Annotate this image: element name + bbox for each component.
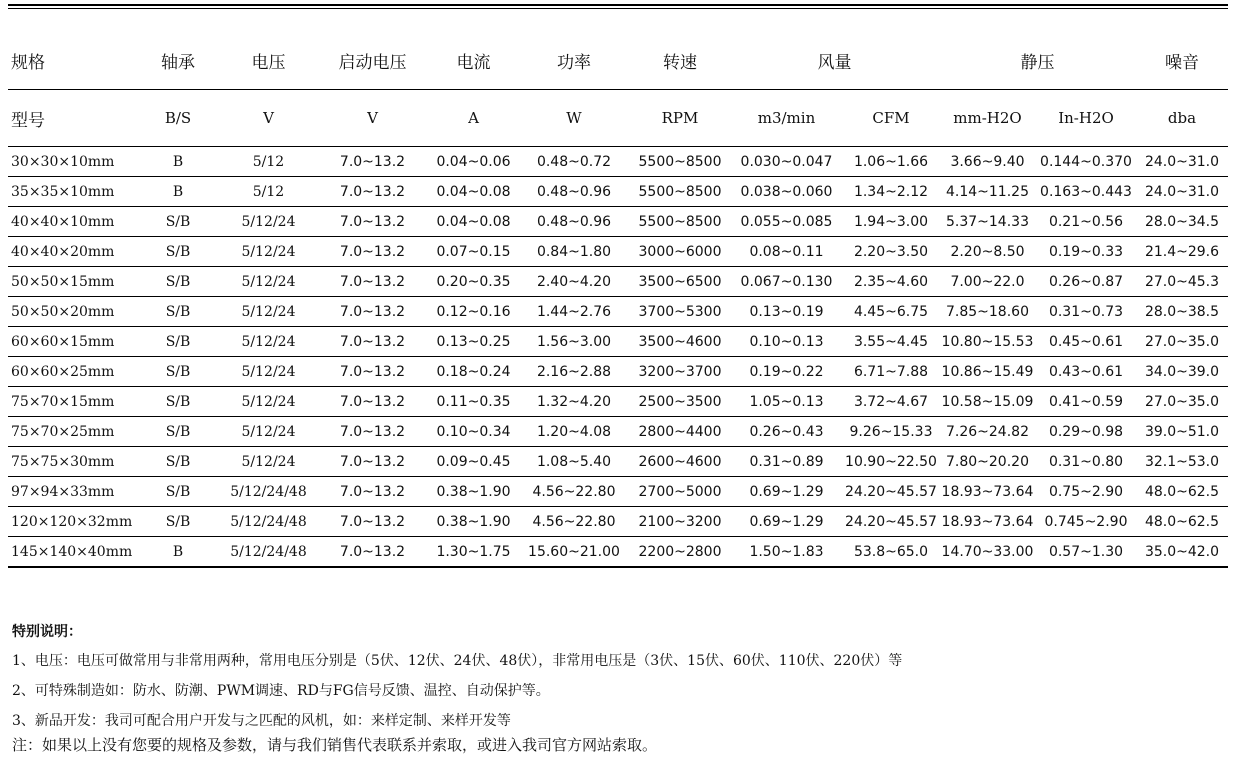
cell-noise: 24.0~31.0: [1136, 147, 1228, 177]
cell-speed: 2600~4600: [630, 447, 730, 477]
cell-start-voltage: 7.0~13.2: [316, 267, 429, 297]
cell-model: 97×94×33mm: [8, 477, 135, 507]
cell-pressure-mm: 14.70~33.00: [939, 537, 1036, 568]
cell-current: 0.18~0.24: [429, 357, 518, 387]
cell-voltage: 5/12/24: [221, 417, 316, 447]
table-row: [8, 237, 1228, 267]
cell-current: 0.11~0.35: [429, 387, 518, 417]
header-current: 电流: [429, 31, 518, 90]
cell-airflow-cfm: 53.8~65.0: [843, 537, 939, 568]
cell-airflow-cfm: 6.71~7.88: [843, 357, 939, 387]
cell-noise: 48.0~62.5: [1136, 507, 1228, 537]
cell-bearing: S/B: [135, 297, 221, 327]
cell-airflow-cfm: 3.55~4.45: [843, 327, 939, 357]
cell-speed: 5500~8500: [630, 207, 730, 237]
cell-power: 0.48~0.72: [518, 147, 630, 177]
unit-bearing: B/S: [135, 90, 221, 147]
cell-noise: 21.4~29.6: [1136, 237, 1228, 267]
cell-model: 60×60×15mm: [8, 327, 135, 357]
unit-pressure-in: In-H2O: [1036, 90, 1136, 147]
cell-current: 0.20~0.35: [429, 267, 518, 297]
cell-bearing: B: [135, 147, 221, 177]
cell-pressure-in: 0.31~0.73: [1036, 297, 1136, 327]
cell-speed: 3200~3700: [630, 357, 730, 387]
cell-noise: 24.0~31.0: [1136, 177, 1228, 207]
cell-airflow-m3: 0.13~0.19: [730, 297, 843, 327]
note-line-custom: 2、可特殊制造如：防水、防潮、PWM调速、RD与FG信号反馈、温控、自动保护等。: [12, 683, 550, 699]
cell-pressure-in: 0.43~0.61: [1036, 357, 1136, 387]
cell-bearing: S/B: [135, 327, 221, 357]
unit-power: W: [518, 90, 630, 147]
cell-model: 30×30×10mm: [8, 147, 135, 177]
header-spec: 规格: [8, 31, 135, 90]
table-row: [8, 507, 1228, 537]
cell-airflow-cfm: 9.26~15.33: [843, 417, 939, 447]
cell-pressure-mm: 3.66~9.40: [939, 147, 1036, 177]
table-row: [8, 537, 1228, 568]
cell-model: 60×60×25mm: [8, 357, 135, 387]
cell-airflow-cfm: 4.45~6.75: [843, 297, 939, 327]
cell-voltage: 5/12/24: [221, 327, 316, 357]
note-line-voltage: 1、电压：电压可做常用与非常用两种，常用电压分别是（5伏、12伏、24伏、48伏），非常用电压是（3伏、15伏、60伏、110伏、220伏）等: [12, 653, 903, 669]
cell-power: 1.32~4.20: [518, 387, 630, 417]
cell-start-voltage: 7.0~13.2: [316, 537, 429, 568]
cell-speed: 3500~6500: [630, 267, 730, 297]
cell-voltage: 5/12: [221, 147, 316, 177]
cell-airflow-cfm: 3.72~4.67: [843, 387, 939, 417]
cell-airflow-cfm: 1.34~2.12: [843, 177, 939, 207]
top-double-rule-inner: [8, 8, 1228, 9]
table-row: [8, 327, 1228, 357]
cell-pressure-in: 0.75~2.90: [1036, 477, 1136, 507]
cell-model: 50×50×15mm: [8, 267, 135, 297]
cell-start-voltage: 7.0~13.2: [316, 297, 429, 327]
cell-airflow-cfm: 1.94~3.00: [843, 207, 939, 237]
cell-current: 0.04~0.08: [429, 207, 518, 237]
cell-speed: 3500~4600: [630, 327, 730, 357]
unit-airflow-cfm: CFM: [843, 90, 939, 147]
cell-airflow-m3: 0.030~0.047: [730, 147, 843, 177]
unit-voltage: V: [221, 90, 316, 147]
cell-start-voltage: 7.0~13.2: [316, 207, 429, 237]
cell-pressure-in: 0.144~0.370: [1036, 147, 1136, 177]
table-row: [8, 477, 1228, 507]
cell-noise: 28.0~34.5: [1136, 207, 1228, 237]
cell-bearing: S/B: [135, 207, 221, 237]
unit-noise: dba: [1136, 90, 1228, 147]
cell-power: 1.56~3.00: [518, 327, 630, 357]
cell-current: 0.38~1.90: [429, 477, 518, 507]
cell-pressure-mm: 7.85~18.60: [939, 297, 1036, 327]
note-line-development: 3、新品开发：我司可配合用户开发与之匹配的风机，如：来样定制、来样开发等: [12, 713, 511, 729]
cell-power: 4.56~22.80: [518, 477, 630, 507]
cell-bearing: S/B: [135, 507, 221, 537]
cell-voltage: 5/12/24: [221, 387, 316, 417]
cell-airflow-m3: 0.69~1.29: [730, 477, 843, 507]
cell-pressure-in: 0.21~0.56: [1036, 207, 1136, 237]
cell-power: 1.20~4.08: [518, 417, 630, 447]
cell-start-voltage: 7.0~13.2: [316, 477, 429, 507]
table-row: [8, 267, 1228, 297]
cell-model: 40×40×20mm: [8, 237, 135, 267]
table-row: [8, 147, 1228, 177]
cell-start-voltage: 7.0~13.2: [316, 327, 429, 357]
cell-airflow-cfm: 2.20~3.50: [843, 237, 939, 267]
cell-speed: 3700~5300: [630, 297, 730, 327]
header-power: 功率: [518, 31, 630, 90]
cell-pressure-mm: 10.58~15.09: [939, 387, 1036, 417]
cell-bearing: S/B: [135, 237, 221, 267]
cell-airflow-cfm: 24.20~45.57: [843, 507, 939, 537]
unit-speed: RPM: [630, 90, 730, 147]
cell-pressure-mm: 18.93~73.64: [939, 477, 1036, 507]
cell-voltage: 5/12/24: [221, 357, 316, 387]
spec-table-body: [8, 147, 1228, 568]
cell-start-voltage: 7.0~13.2: [316, 417, 429, 447]
cell-airflow-cfm: 1.06~1.66: [843, 147, 939, 177]
header-noise: 噪音: [1136, 31, 1228, 90]
cell-current: 0.09~0.45: [429, 447, 518, 477]
cell-voltage: 5/12/24: [221, 447, 316, 477]
header-voltage: 电压: [221, 31, 316, 90]
cell-current: 0.10~0.34: [429, 417, 518, 447]
top-double-rule: [8, 4, 1228, 6]
cell-airflow-m3: 0.067~0.130: [730, 267, 843, 297]
table-row: [8, 417, 1228, 447]
header-airflow: 风量: [730, 31, 939, 90]
cell-noise: 39.0~51.0: [1136, 417, 1228, 447]
cell-bearing: S/B: [135, 477, 221, 507]
cell-noise: 34.0~39.0: [1136, 357, 1228, 387]
cell-pressure-mm: 5.37~14.33: [939, 207, 1036, 237]
cell-pressure-in: 0.31~0.80: [1036, 447, 1136, 477]
cell-start-voltage: 7.0~13.2: [316, 387, 429, 417]
cell-noise: 27.0~35.0: [1136, 327, 1228, 357]
cell-start-voltage: 7.0~13.2: [316, 507, 429, 537]
cell-pressure-mm: 18.93~73.64: [939, 507, 1036, 537]
cell-airflow-cfm: 2.35~4.60: [843, 267, 939, 297]
cell-start-voltage: 7.0~13.2: [316, 147, 429, 177]
cell-pressure-mm: 7.00~22.0: [939, 267, 1036, 297]
cell-airflow-m3: 1.50~1.83: [730, 537, 843, 568]
cell-current: 0.38~1.90: [429, 507, 518, 537]
cell-model: 50×50×20mm: [8, 297, 135, 327]
cell-pressure-in: 0.19~0.33: [1036, 237, 1136, 267]
cell-voltage: 5/12/24: [221, 297, 316, 327]
table-row: [8, 357, 1228, 387]
cell-pressure-in: 0.41~0.59: [1036, 387, 1136, 417]
cell-bearing: S/B: [135, 387, 221, 417]
cell-start-voltage: 7.0~13.2: [316, 447, 429, 477]
cell-speed: 5500~8500: [630, 177, 730, 207]
cell-airflow-m3: 0.038~0.060: [730, 177, 843, 207]
cell-start-voltage: 7.0~13.2: [316, 177, 429, 207]
cell-pressure-mm: 10.86~15.49: [939, 357, 1036, 387]
cell-voltage: 5/12/24/48: [221, 507, 316, 537]
cell-airflow-m3: 0.10~0.13: [730, 327, 843, 357]
cell-power: 0.48~0.96: [518, 177, 630, 207]
cell-airflow-cfm: 24.20~45.57: [843, 477, 939, 507]
table-row: [8, 387, 1228, 417]
cell-power: 2.16~2.88: [518, 357, 630, 387]
cell-current: 0.07~0.15: [429, 237, 518, 267]
header-model: 型号: [8, 90, 135, 147]
cell-power: 15.60~21.00: [518, 537, 630, 568]
cell-model: 75×75×30mm: [8, 447, 135, 477]
cell-speed: 3000~6000: [630, 237, 730, 267]
cell-power: 2.40~4.20: [518, 267, 630, 297]
cell-noise: 27.0~35.0: [1136, 387, 1228, 417]
cell-noise: 35.0~42.0: [1136, 537, 1228, 568]
cell-power: 0.84~1.80: [518, 237, 630, 267]
header-start-voltage: 启动电压: [316, 31, 429, 90]
note-footer: 注：如果以上没有您要的规格及参数，请与我们销售代表联系并索取，或进入我司官方网站索取。: [12, 736, 658, 754]
cell-pressure-in: 0.29~0.98: [1036, 417, 1136, 447]
cell-airflow-m3: 0.69~1.29: [730, 507, 843, 537]
cell-bearing: S/B: [135, 417, 221, 447]
cell-power: 0.48~0.96: [518, 207, 630, 237]
cell-pressure-in: 0.45~0.61: [1036, 327, 1136, 357]
cell-noise: 27.0~45.3: [1136, 267, 1228, 297]
cell-current: 0.04~0.06: [429, 147, 518, 177]
cell-pressure-mm: 7.26~24.82: [939, 417, 1036, 447]
notes-section: [12, 622, 1232, 765]
notes-title: 特别说明：: [12, 624, 82, 640]
cell-bearing: B: [135, 177, 221, 207]
cell-model: 120×120×32mm: [8, 507, 135, 537]
cell-pressure-in: 0.163~0.443: [1036, 177, 1136, 207]
cell-airflow-m3: 0.26~0.43: [730, 417, 843, 447]
cell-model: 75×70×15mm: [8, 387, 135, 417]
unit-start-voltage: V: [316, 90, 429, 147]
cell-pressure-in: 0.57~1.30: [1036, 537, 1136, 568]
header-static-pressure: 静压: [939, 31, 1136, 90]
cell-airflow-cfm: 10.90~22.50: [843, 447, 939, 477]
cell-speed: 2100~3200: [630, 507, 730, 537]
table-row: [8, 447, 1228, 477]
cell-pressure-mm: 10.80~15.53: [939, 327, 1036, 357]
cell-start-voltage: 7.0~13.2: [316, 237, 429, 267]
cell-airflow-m3: 0.08~0.11: [730, 237, 843, 267]
cell-model: 145×140×40mm: [8, 537, 135, 568]
cell-bearing: S/B: [135, 267, 221, 297]
cell-pressure-mm: 4.14~11.25: [939, 177, 1036, 207]
cell-speed: 2200~2800: [630, 537, 730, 568]
header-row-names: [8, 31, 1228, 90]
cell-bearing: S/B: [135, 357, 221, 387]
unit-current: A: [429, 90, 518, 147]
cell-model: 35×35×10mm: [8, 177, 135, 207]
unit-pressure-mm: mm-H2O: [939, 90, 1036, 147]
cell-model: 40×40×10mm: [8, 207, 135, 237]
cell-current: 0.12~0.16: [429, 297, 518, 327]
cell-power: 1.44~2.76: [518, 297, 630, 327]
cell-speed: 2500~3500: [630, 387, 730, 417]
cell-voltage: 5/12/24/48: [221, 537, 316, 568]
cell-airflow-m3: 0.055~0.085: [730, 207, 843, 237]
header-bearing: 轴承: [135, 31, 221, 90]
cell-voltage: 5/12/24/48: [221, 477, 316, 507]
cell-current: 0.04~0.08: [429, 177, 518, 207]
cell-voltage: 5/12/24: [221, 237, 316, 267]
cell-airflow-m3: 1.05~0.13: [730, 387, 843, 417]
cell-airflow-m3: 0.31~0.89: [730, 447, 843, 477]
table-row: [8, 297, 1228, 327]
cell-model: 75×70×25mm: [8, 417, 135, 447]
cell-pressure-mm: 7.80~20.20: [939, 447, 1036, 477]
cell-noise: 32.1~53.0: [1136, 447, 1228, 477]
header-row-units: [8, 90, 1228, 147]
cell-pressure-in: 0.26~0.87: [1036, 267, 1136, 297]
cell-voltage: 5/12/24: [221, 267, 316, 297]
cell-bearing: S/B: [135, 447, 221, 477]
cell-voltage: 5/12: [221, 177, 316, 207]
cell-speed: 2700~5000: [630, 477, 730, 507]
cell-noise: 28.0~38.5: [1136, 297, 1228, 327]
cell-current: 0.13~0.25: [429, 327, 518, 357]
cell-speed: 2800~4400: [630, 417, 730, 447]
header-speed: 转速: [630, 31, 730, 90]
table-row: [8, 177, 1228, 207]
cell-start-voltage: 7.0~13.2: [316, 357, 429, 387]
unit-airflow-m3: m3/min: [730, 90, 843, 147]
cell-power: 1.08~5.40: [518, 447, 630, 477]
cell-airflow-m3: 0.19~0.22: [730, 357, 843, 387]
cell-noise: 48.0~62.5: [1136, 477, 1228, 507]
cell-current: 1.30~1.75: [429, 537, 518, 568]
table-row: [8, 207, 1228, 237]
cell-power: 4.56~22.80: [518, 507, 630, 537]
cell-pressure-mm: 2.20~8.50: [939, 237, 1036, 267]
cell-pressure-in: 0.745~2.90: [1036, 507, 1136, 537]
cell-bearing: B: [135, 537, 221, 568]
cell-speed: 5500~8500: [630, 147, 730, 177]
cell-voltage: 5/12/24: [221, 207, 316, 237]
fan-spec-table: [8, 31, 1228, 568]
